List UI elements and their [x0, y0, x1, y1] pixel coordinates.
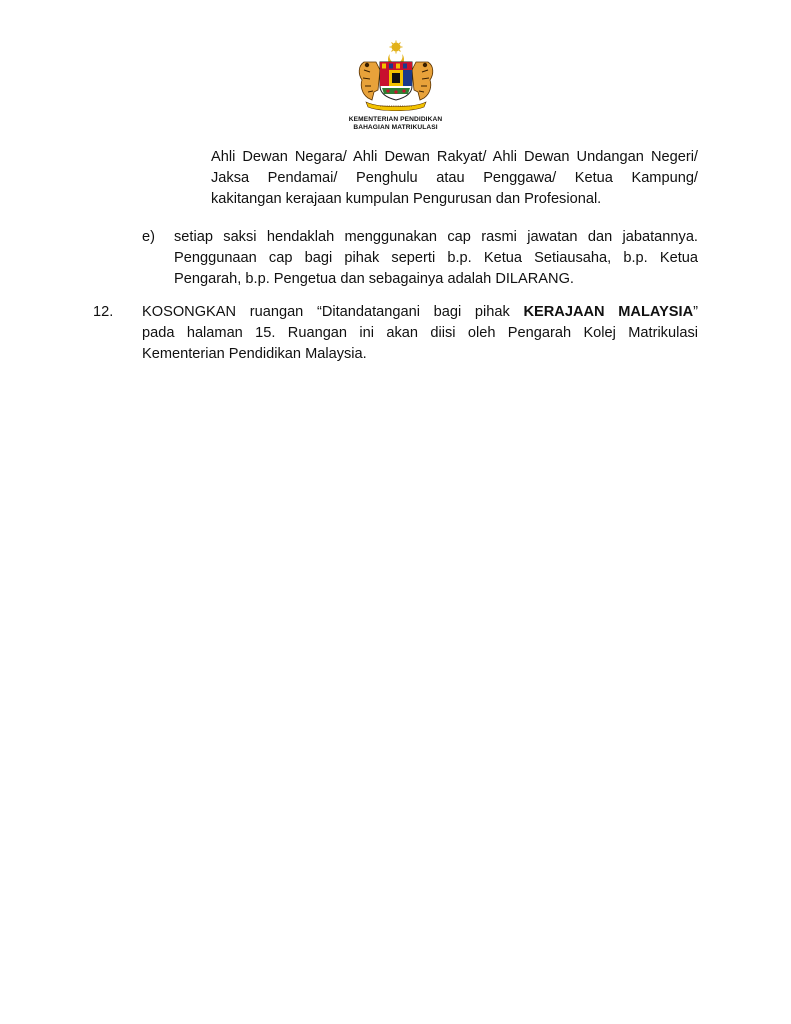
ministry-name: KEMENTERIAN PENDIDIKAN [348, 116, 443, 123]
letterhead [0, 40, 791, 132]
text-run: KOSONGKAN ruangan “Ditandatangani bagi pihak [142, 304, 524, 320]
item-12-paragraph [142, 302, 698, 365]
text-line: pada halaman 15. Ruangan ini akan diisi oleh Pengarah Kolej Matrikulasi [142, 325, 698, 341]
item-e-paragraph [174, 227, 698, 290]
text-line: Penggunaan cap bagi pihak seperti b.p. Ketua Setiausaha, b.p. Ketua [174, 250, 698, 266]
text-line: kakitangan kerajaan kumpulan Pengurusan dan Profesional. [211, 191, 602, 207]
bold-text-run: KERAJAAN MALAYSIA [523, 304, 694, 320]
division-name: BAHAGIAN MATRIKULASI [353, 124, 438, 131]
text-line: Ahli Dewan Negara/ Ahli Dewan Rakyat/ Ahli Dewan Undangan Negeri/ [211, 149, 698, 165]
text-line [142, 302, 698, 323]
item-12-marker: 12. [93, 304, 114, 320]
text-line: setiap saksi hendaklah menggunakan cap rasmi jawatan dan jabatannya. [174, 229, 698, 245]
continuation-paragraph [211, 147, 698, 210]
coat-of-arms-icon [350, 40, 442, 114]
text-line: Jaksa Pendamai/ Penghulu atau Penggawa/ Ketua Kampung/ [211, 170, 698, 186]
text-run: ” [693, 304, 699, 320]
text-line: Kementerian Pendidikan Malaysia. [142, 346, 367, 362]
item-e-marker: e) [142, 229, 155, 245]
text-line: Pengarah, b.p. Pengetua dan sebagainya adalah DILARANG. [174, 271, 574, 287]
